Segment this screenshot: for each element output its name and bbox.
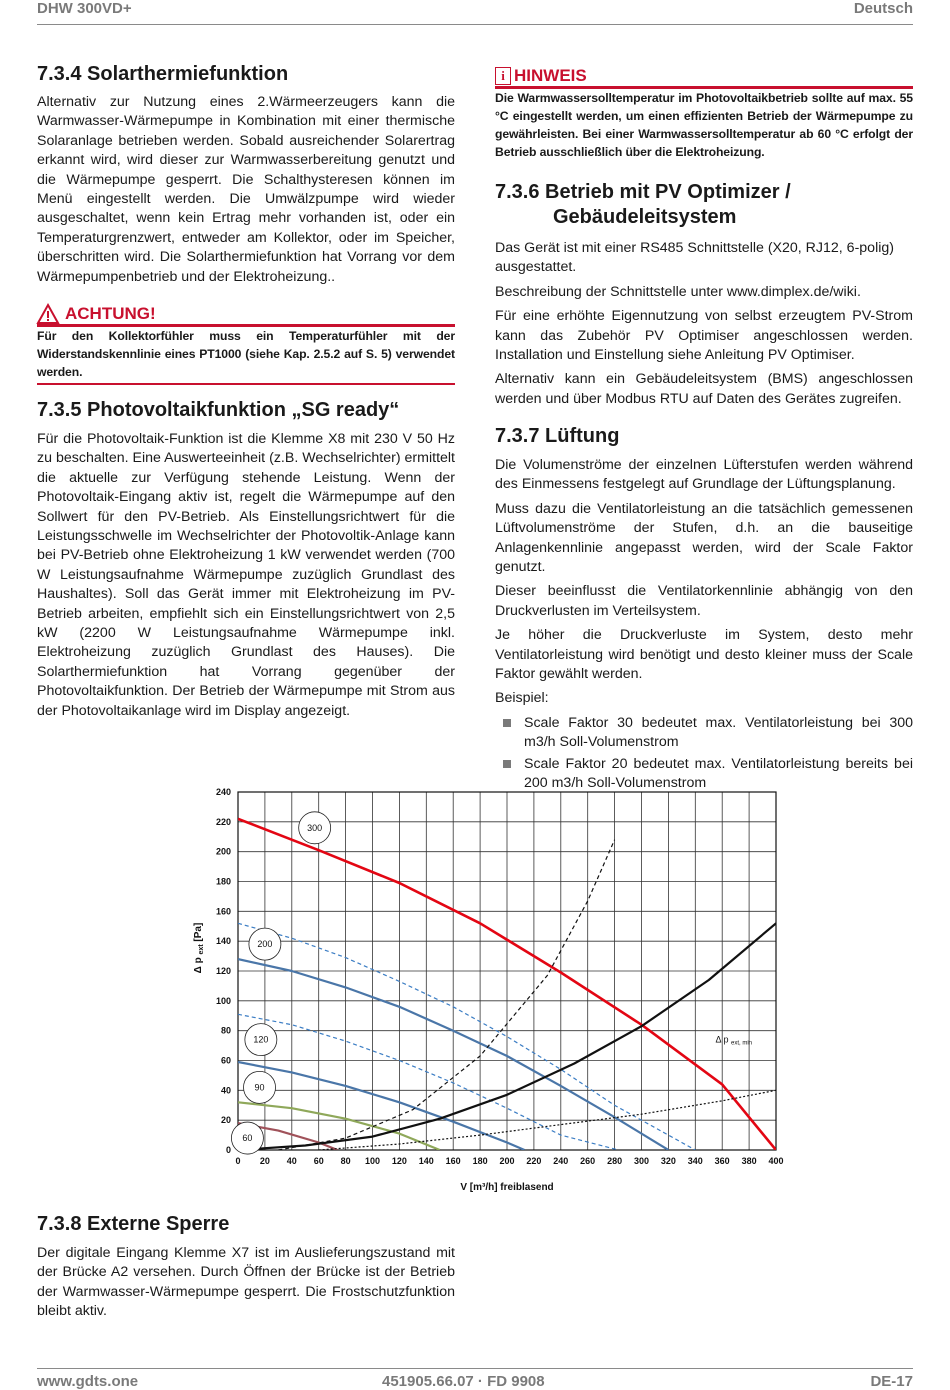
- x-tick-label: 100: [364, 1156, 381, 1166]
- x-tick-label: 180: [472, 1156, 488, 1166]
- y-tick-label: 140: [215, 936, 231, 947]
- x-axis-label: V [m³/h] freiblasend: [460, 1182, 554, 1193]
- x-tick-label: 280: [607, 1156, 623, 1166]
- x-tick-label: 240: [553, 1156, 569, 1166]
- y-tick-label: 40: [220, 1085, 231, 1096]
- warning-triangle-icon: [37, 304, 59, 324]
- y-axis-label: Δ p $_{ext}$ [Pa]: [193, 922, 205, 974]
- x-tick-label: 220: [526, 1156, 542, 1166]
- x-tick-label: 20: [259, 1156, 270, 1166]
- curve-label-text: 200: [257, 939, 273, 950]
- section-737-title: 7.3.7 Lüftung: [495, 425, 620, 447]
- achtung-text: Für den Kollektorfühler muss ein Temperaturfühler mit der Widerstandskennlinie eines PT1000 (siehe Kap. 2.5.2 auf S. 5) verwendet werden.: [37, 329, 455, 379]
- x-tick-label: 120: [391, 1156, 407, 1166]
- x-tick-label: 380: [741, 1156, 757, 1166]
- x-tick-label: 80: [340, 1156, 351, 1166]
- x-tick-label: 60: [313, 1156, 324, 1166]
- y-tick-label: 0: [225, 1145, 231, 1155]
- bullet-square-icon: [503, 719, 511, 727]
- section-738-text: Der digitale Eingang Klemme X7 ist im Auslieferungszustand mit der Brücke A2 versehen. Durch Öffnen der Brücke ist der Betrieb der Warmwasser-Wärmepumpe gesperrt. Die Frostschutzfunktion bleibt aktiv.: [37, 1245, 455, 1320]
- section-734-title: 7.3.4 Solarthermiefunktion: [37, 63, 289, 85]
- section-735-title: 7.3.5 Photovoltaikfunktion „SG ready“: [37, 399, 400, 421]
- curve-label-text: 300: [307, 822, 323, 833]
- section-736-title: [495, 180, 913, 230]
- x-tick-label: 340: [687, 1156, 703, 1166]
- curve-label-text: 60: [242, 1133, 253, 1144]
- page-header: [37, 0, 913, 25]
- footer-docnumber: 451905.66.07 · FD 9908: [382, 1373, 545, 1390]
- curve-label-text: 120: [253, 1034, 269, 1045]
- left-column: [37, 62, 455, 292]
- x-tick-label: 0: [235, 1156, 241, 1166]
- header-product: DHW 300VD+: [37, 0, 132, 17]
- x-tick-label: 300: [633, 1156, 650, 1166]
- x-tick-label: 400: [768, 1156, 784, 1166]
- section-736: [495, 180, 913, 414]
- y-tick-label: 100: [215, 995, 231, 1006]
- section-736-title-line2: Gebäudeleitsystem: [553, 206, 737, 228]
- header-language: Deutsch: [853, 0, 913, 17]
- y-tick-label: 120: [215, 966, 231, 976]
- list-item-text: Scale Faktor 30 bedeutet max. Ventilatorleistung bei 300 m3/h Soll-Volumenstrom: [524, 714, 913, 751]
- section-735-text: Für die Photovoltaik-Funktion ist die Klemme X8 mit 230 V 50 Hz zu beschalten. Eine Auswerteeinheit (z.B. Wechselrichter) ermittelt die aktuelle zur Verfügung stehende Leistung. Wenn der Photovoltaik-Eingang aktiv ist, regelt die Wärmepumpe auf den Sollwert für den PV-Betrieb. Als Einstellungsrichtwert für die Leistungsschwelle im Wechselrichter der Photovoltik-Anlage kann bei PV-Betrieb ohne Elektroheizung 1 kW verwendet werden (700 W Leistungsaufnahme Wärmepumpe zuzüglich Grundlast des Haushaltes). Soll das Gerät immer mit Elektroheizung im PV-Betrieb arbeiten, empfiehlt sich ein Einstellungsrichtwert von 2,5 kW (2200 W Leistungsaufnahme Wärmepumpe inkl. Elektroheizung zuzüglich Grundlast des Hauses). Die Solarthermiefunktion hat Vorrang gegenüber der Photovoltaikfunktion. Der Betrieb der Wärmepumpe mit Strom aus der Photovoltaikanlage wird im Display angezeigt.: [37, 431, 455, 719]
- series-line-black-dashed: [278, 840, 614, 1150]
- info-icon: i: [495, 67, 511, 85]
- section-734-text: Alternativ zur Nutzung eines 2.Wärmeerzeugers kann die Warmwasser-Wärmepumpe in Kombination mit einer thermische Solaranlage betrieben werden. Sobald ausreichender Solarertrag erkannt wird, wird dieser zur Warmwasserbereitung genutzt und die Wärmepumpe gesperrt. Die Schalthysteresen können im Menü eingestellt werden. Die Umwälzpumpe wird wieder ausgeschaltet, wenn kein Ertrag mehr vorhanden ist, oder ein Temperaturgrenzwert, entweder am Kollektor, oder im Speicher, überschritten wird. Die Solarthermiefunktion hat Vorrang vor dem Wärmepumpenbetrieb und der Elektroheizung..: [37, 94, 455, 285]
- section-738-title: 7.3.8 Externe Sperre: [37, 1213, 230, 1235]
- y-tick-label: 180: [215, 876, 231, 887]
- x-tick-label: 140: [418, 1156, 434, 1166]
- annotation-dp-ext-min: Δ p $_{ext, min}$: [715, 1034, 753, 1047]
- section-737-p3: Dieser beeinflusst die Ventilatorkennlinie abhängig von den Druckverlusten im Verteilsystem.: [495, 583, 913, 619]
- list-item: [495, 714, 913, 753]
- y-tick-label: 240: [215, 787, 231, 797]
- bullet-square-icon: [503, 760, 511, 768]
- hinweis-box: [495, 66, 913, 161]
- list-item-text: Scale Faktor 20 bedeutet max. Ventilatorleistung bereits bei 200 m3/h Soll-Volumenstrom: [524, 755, 913, 792]
- section-736-p1: Das Gerät ist mit einer RS485 Schnittstelle (X20, RJ12, 6-polig) ausgestattet.: [495, 240, 894, 276]
- fan-curve-chart: [195, 780, 795, 1195]
- x-tick-label: 260: [580, 1156, 596, 1166]
- y-tick-label: 80: [220, 1025, 231, 1036]
- y-tick-label: 200: [215, 846, 231, 857]
- section-738: [37, 1212, 455, 1327]
- hinweis-title: HINWEIS: [514, 66, 587, 85]
- footer-website: www.gdts.one: [37, 1373, 139, 1390]
- x-tick-label: 200: [499, 1156, 515, 1166]
- section-737-p1: Die Volumenströme der einzelnen Lüfterstufen werden während des Einmessens festgelegt auf Grundlage der Lüftungsplanung.: [495, 457, 913, 493]
- section-736-p4: Alternativ kann ein Gebäudeleitsystem (BMS) angeschlossen werden und über Modbus RTU auf Daten des Gerätes zugreifen.: [495, 371, 913, 407]
- hinweis-text: Die Warmwassersolltemperatur im Photovoltaikbetrieb sollte auf max. 55 °C eingestellt werden, um einen effizienten Betrieb der Wärmepumpe zu gewährleisten. Bei einer Warmwassersolltemperatur ab 60 °C erfolgt der Betrieb ausschließlich über die Elektroheizung.: [495, 91, 913, 159]
- x-tick-label: 320: [660, 1156, 676, 1166]
- y-tick-label: 60: [220, 1055, 231, 1066]
- achtung-box: [37, 302, 455, 385]
- section-737-p4: Je höher die Druckverluste im System, desto mehr Ventilatorleistung wird benötigt und desto kleiner muss der Scale Faktor gewählt werden.: [495, 627, 913, 683]
- section-736-p2: Beschreibung der Schnittstelle unter www.dimplex.de/wiki.: [495, 283, 861, 300]
- footer-page-number: DE-17: [870, 1373, 913, 1390]
- section-737-p2: Muss dazu die Ventilatorleistung an die tatsächlich gemessenen Lüftvolumenströme der Stufen, d.h. an die bauseitige Anlagenkennlinie angepasst werden, wird der Scale Faktor genutzt.: [495, 500, 913, 576]
- y-tick-label: 20: [220, 1115, 231, 1126]
- x-tick-label: 160: [445, 1156, 461, 1166]
- page-footer: [37, 1368, 913, 1389]
- achtung-bottom-divider: [37, 383, 455, 385]
- y-tick-label: 160: [215, 906, 231, 917]
- section-736-title-line1: 7.3.6 Betrieb mit PV Optimizer /: [495, 181, 791, 203]
- x-tick-label: 40: [286, 1156, 297, 1166]
- series-line-blue-dashed: [238, 1014, 619, 1150]
- y-tick-label: 220: [215, 816, 231, 827]
- curve-label-text: 90: [254, 1082, 265, 1093]
- section-736-p3: Für eine erhöhte Eigennutzung von selbst erzeugtem PV-Strom kann das Zubehör PV Optimiser angeschlossen werden. Installation und Einstellung siehe Anleitung PV Optimiser.: [495, 308, 913, 364]
- section-735: [37, 398, 455, 726]
- x-tick-label: 360: [714, 1156, 730, 1166]
- section-737: [495, 424, 913, 796]
- section-737-p5: Beispiel:: [495, 690, 549, 707]
- achtung-title: ACHTUNG!: [65, 304, 156, 323]
